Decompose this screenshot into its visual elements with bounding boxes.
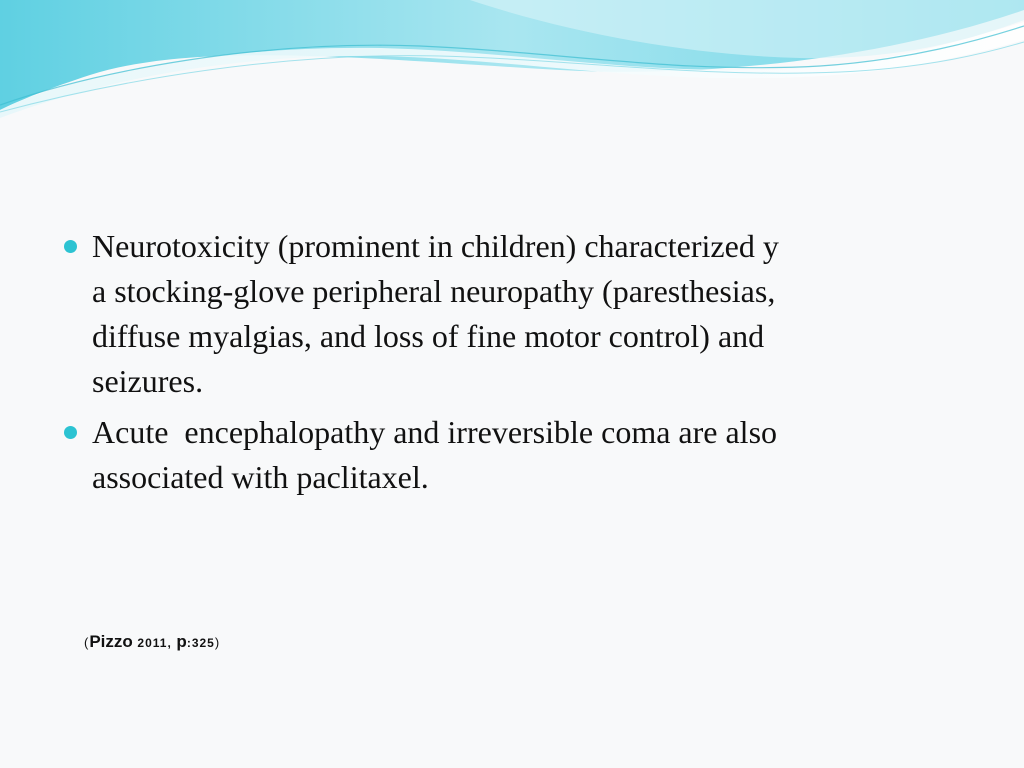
citation-open: ( <box>84 635 90 650</box>
bullet-line: seizures. <box>92 363 204 399</box>
bullet-line: Neurotoxicity (prominent in children) characterized y <box>92 228 779 264</box>
header-wave-decoration <box>0 0 1024 130</box>
bullet-item-neurotoxicity <box>62 224 962 404</box>
bullet-dot-icon <box>64 426 77 439</box>
bullet-line: a stocking-glove peripheral neuropathy (paresthesias, <box>92 273 776 309</box>
bullet-dot-icon <box>64 240 77 253</box>
citation-year: 2011, <box>137 636 172 650</box>
citation-page: 325 <box>191 636 215 650</box>
citation <box>84 632 220 652</box>
bullet-line: associated with paclitaxel. <box>92 459 429 495</box>
citation-author: Pizzo <box>89 632 133 651</box>
citation-close: ) <box>214 635 221 650</box>
citation-page-prefix: p <box>176 632 187 651</box>
bullet-item-encephalopathy <box>62 410 962 500</box>
bullet-list <box>62 224 962 506</box>
bullet-line: diffuse myalgias, and loss of fine motor control) and <box>92 318 765 354</box>
bullet-line: Acute encephalopathy and irreversible coma are also <box>92 414 778 450</box>
citation-page-sep: : <box>186 636 192 650</box>
